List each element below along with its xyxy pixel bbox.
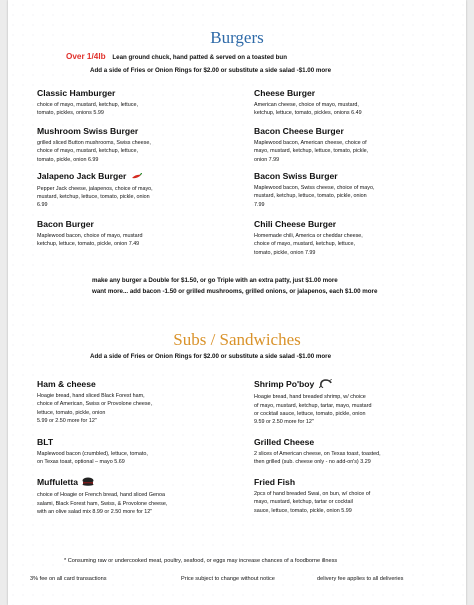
subs-sides-note: Add a side of Fries or Onion Rings for $2.00 or substitute a side salad -$1.00 more: [90, 353, 332, 360]
menu-page: [8, 0, 466, 605]
item-name: Classic Hamburger: [37, 88, 116, 98]
item-desc: Maplewood bacon, Swiss cheese, choice of mayo, mustard, ketchup, lettuce, tomato, pickle, onion 7.99: [254, 185, 375, 208]
card-fee-note: 3% fee on all card transactions: [30, 576, 107, 582]
item-desc: 2 slices of American cheese, on Texas toast, toasted, then grilled (sub. cheese only - no add-on's) 3.29: [254, 451, 381, 466]
menu-item: [254, 88, 429, 118]
menu-item: [254, 171, 429, 209]
item-name: Chili Cheese Burger: [254, 219, 337, 229]
item-name: Mushroom Swiss Burger: [37, 126, 139, 136]
item-name-row: [37, 477, 212, 488]
item-desc: Homemade chili, America or cheddar cheese, choice of mayo, mustard, ketchup, lettuce, tomato, pickle, onion 7.99: [254, 233, 363, 256]
burgers-sides-note: Add a side of Fries or Onion Rings for $2.00 or substitute a side salad -$1.00 more: [90, 67, 332, 74]
menu-item: [37, 126, 212, 164]
item-name: Fried Fish: [254, 477, 296, 487]
want-more-note: want more... add bacon -1.50 or grilled mushrooms, grilled onions, or jalapenos, each $1.00 more: [92, 288, 378, 295]
size-note: Over 1/4lb: [66, 52, 106, 61]
item-name: Muffuletta: [37, 477, 79, 487]
burgers-size-line: [66, 52, 287, 61]
menu-item: [254, 126, 429, 164]
menu-item: [254, 219, 429, 257]
menu-item: [254, 477, 429, 515]
double-note: make any burger a Double for $1.50, or go Triple with an extra patty, just $1.00 more: [92, 277, 338, 284]
item-desc: Maplewood bacon (crumbled), lettuce, tomato, on Texas toast, optional – mayo 5.69: [37, 451, 148, 466]
chili-pepper-icon: [131, 172, 142, 182]
menu-item: [37, 219, 212, 249]
item-desc: Maplewood bacon, choice of mayo, mustard ketchup, lettuce, tomato, pickle, onion 7.49: [37, 233, 143, 248]
item-desc: American cheese, choice of mayo, mustard, ketchup, lettuce, tomato, pickles, onions 6.49: [254, 102, 362, 117]
item-name-row: [37, 171, 212, 182]
item-desc: Hoagie bread, hand sliced Black Forest ham, choice of American, Swiss or Provolone cheese, lettuce, tomato, pickle, onion 5.99 or 2.50 more for 12": [37, 393, 153, 424]
burgers-title: Burgers: [210, 28, 264, 47]
item-name: Jalapeno Jack Burger: [37, 171, 127, 181]
menu-item: [37, 171, 212, 210]
menu-item: [37, 477, 212, 516]
item-desc: grilled sliced Button mushrooms, Swiss cheese, choice of mayo, mustard, ketchup, lettuce, tomato, pickle, onion 6.99: [37, 140, 151, 163]
item-desc: Pepper Jack cheese, jalapenos, choice of mayo, mustard, ketchup, lettuce, tomato, pickle, onion 6.99: [37, 185, 153, 209]
item-name: Grilled Cheese: [254, 437, 315, 447]
shrimp-icon: [319, 379, 332, 390]
menu-item: [37, 88, 212, 118]
menu-item: [37, 437, 212, 467]
item-desc: choice of mayo, mustard, ketchup, lettuce, tomato, pickles, onions 5.99: [37, 102, 138, 117]
consumer-warning: * Consuming raw or undercooked meat, poultry, seafood, or eggs may increase chances of a foodborne illness: [64, 558, 338, 564]
menu-item: [254, 379, 429, 426]
item-desc: Hoagie bread, hand breaded shrimp, w/ choice of mayo, mustard, ketchup, tartar, mayo, mustard or cocktail sauce, lettuce, tomato, pickle, onion 9.59 or 2.50 more for 12": [254, 394, 372, 426]
item-desc: 2pcs of hand breaded Swai, on bun, w/ choice of mayo, mustard, ketchup, tartar or cocktail sauce, lettuce, tomato, pickle, onion 5.99: [254, 491, 371, 514]
subs-title: Subs / Sandwiches: [173, 330, 301, 349]
delivery-fee-note: delivery fee applies to all deliveries: [317, 576, 404, 582]
menu-item: [37, 379, 212, 425]
item-desc: choice of Hoagie or French bread, hand sliced Genoa salami, Black Forest ham, Swiss, & Provolone cheese, with an olive salad mix 8.99 or 2.50 more for 12": [37, 492, 168, 515]
item-name: Bacon Swiss Burger: [254, 171, 338, 181]
item-name-row: [254, 379, 429, 390]
muffuletta-icon: [82, 477, 94, 488]
item-name: Shrimp Po'boy: [254, 379, 315, 389]
menu-item: [254, 437, 429, 467]
item-name: Bacon Burger: [37, 219, 94, 229]
item-name: Ham & cheese: [37, 379, 96, 389]
item-name: BLT: [37, 437, 54, 447]
burgers-tagline: Lean ground chuck, hand patted & served on a toasted bun: [112, 54, 287, 61]
price-note: Price subject to change without notice: [181, 576, 275, 582]
item-name: Cheese Burger: [254, 88, 316, 98]
item-desc: Maplewood bacon, American cheese, choice of mayo, mustard, ketchup, lettuce, tomato, pickle, onion 7.99: [254, 140, 369, 163]
item-name: Bacon Cheese Burger: [254, 126, 344, 136]
